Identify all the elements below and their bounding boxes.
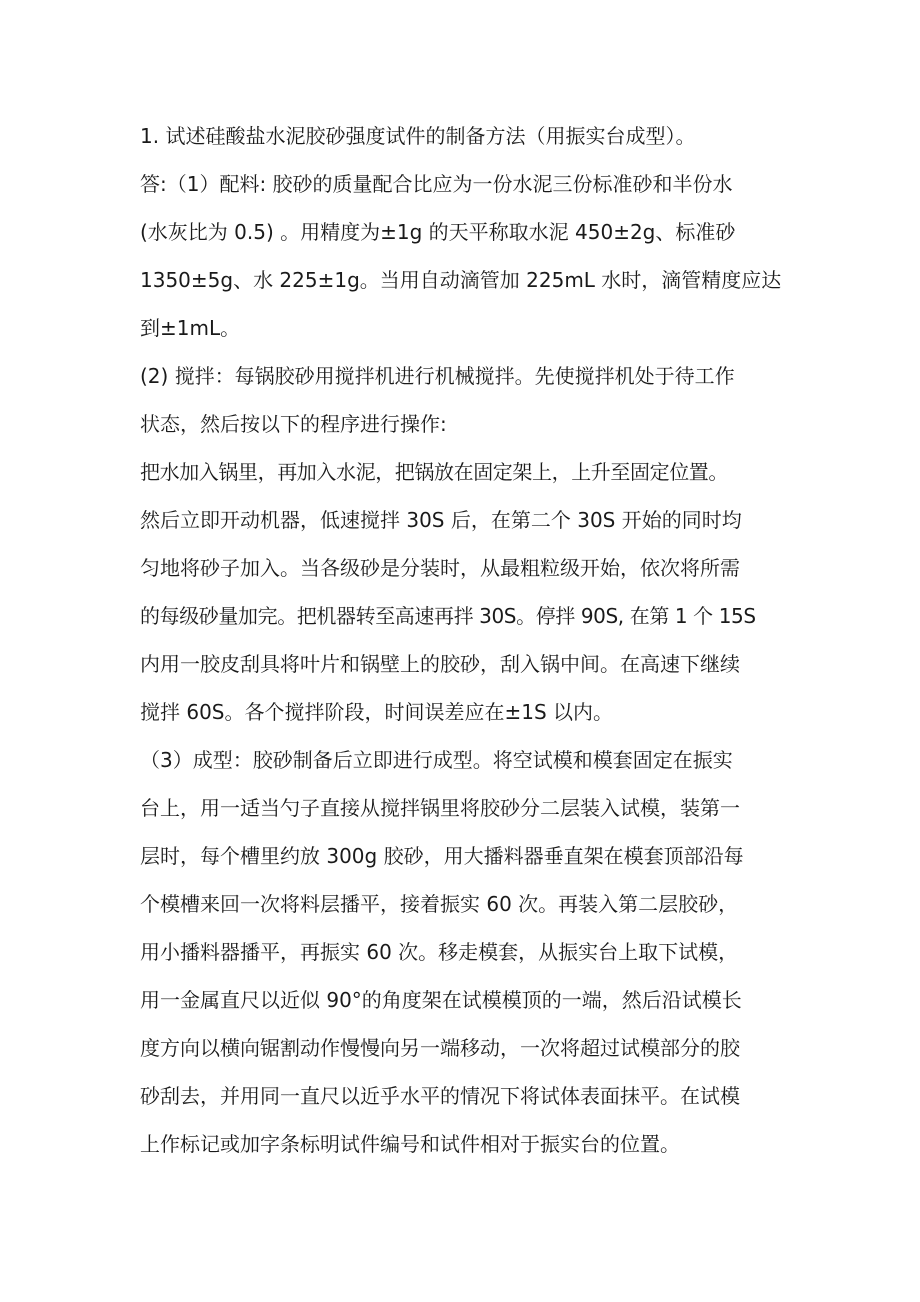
question-line: 1. 试述硅酸盐水泥胶砂强度试件的制备方法（用振实台成型）。 <box>140 124 696 148</box>
answer-step2-line-4: 然后立即开动机器，低速搅拌 30S 后，在第二个 30S 开始的同时均 <box>140 508 742 532</box>
answer-step2-line-5: 匀地将砂子加入。当各级砂是分装时，从最粗粒级开始，依次将所需 <box>140 556 740 580</box>
answer-step2-line-2: 状态，然后按以下的程序进行操作: <box>140 412 447 436</box>
answer-step3-line-4: 个模槽来回一次将料层播平，接着振实 60 次。再装入第二层胶砂， <box>140 892 739 916</box>
answer-text-block <box>140 112 810 1168</box>
answer-step1-line-2: (水灰比为 0.5) 。用精度为±1g 的天平称取水泥 450±2g、标准砂 <box>140 220 736 244</box>
answer-step2-line-8: 搅拌 60S。各个搅拌阶段，时间误差应在±1S 以内。 <box>140 700 614 724</box>
answer-step1-line-1: 答:（1）配料: 胶砂的质量配合比应为一份水泥三份标准砂和半份水 <box>140 172 733 196</box>
answer-step2-line-7: 内用一胶皮刮具将叶片和锅壁上的胶砂，刮入锅中间。在高速下继续 <box>140 652 740 676</box>
answer-step3-line-6: 用一金属直尺以近似 90°的角度架在试模模顶的一端，然后沿试模长 <box>140 988 742 1012</box>
answer-step1-line-4: 到±1mL。 <box>140 316 241 340</box>
answer-step1-line-3: 1350±5g、水 225±1g。当用自动滴管加 225mL 水时，滴管精度应达 <box>140 268 782 292</box>
answer-step3-line-1: （3）成型：胶砂制备后立即进行成型。将空试模和模套固定在振实 <box>140 748 733 772</box>
answer-step2-line-1: (2) 搅拌：每锅胶砂用搅拌机进行机械搅拌。先使搅拌机处于待工作 <box>140 364 735 388</box>
answer-step2-line-6: 的每级砂量加完。把机器转至高速再拌 30S。停拌 90S, 在第 1 个 15S <box>140 604 756 628</box>
answer-step3-line-9: 上作标记或加字条标明试件编号和试件相对于振实台的位置。 <box>140 1132 680 1156</box>
answer-step3-line-2: 台上，用一适当勺子直接从搅拌锅里将胶砂分二层装入试模，装第一 <box>140 796 740 820</box>
answer-step3-line-8: 砂刮去，并用同一直尺以近乎水平的情况下将试体表面抹平。在试模 <box>140 1084 740 1108</box>
answer-step3-line-7: 度方向以横向锯割动作慢慢向另一端移动，一次将超过试模部分的胶 <box>140 1036 740 1060</box>
answer-step3-line-5: 用小播料器播平，再振实 60 次。移走模套，从振实台上取下试模， <box>140 940 739 964</box>
answer-step3-line-3: 层时，每个槽里约放 300g 胶砂，用大播料器垂直架在模套顶部沿每 <box>140 844 744 868</box>
answer-step2-line-3: 把水加入锅里，再加入水泥，把锅放在固定架上，上升至固定位置。 <box>140 460 728 484</box>
